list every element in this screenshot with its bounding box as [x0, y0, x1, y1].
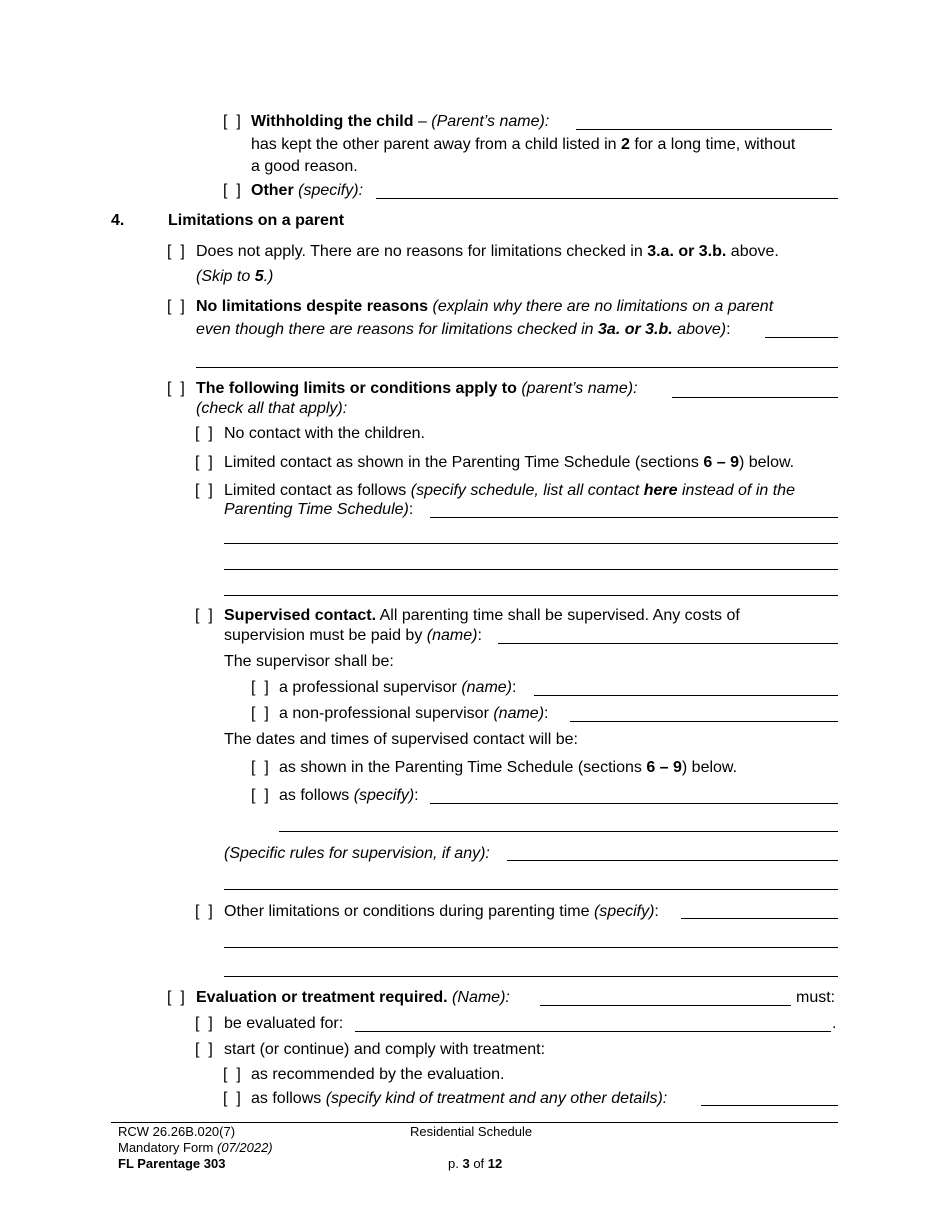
supervised-text2-a: supervision must be paid by [224, 627, 427, 644]
limited-schedule-label [224, 453, 794, 472]
other-limits-checkbox[interactable]: [ ] [195, 903, 213, 920]
following-limits-checkbox[interactable]: [ ] [167, 380, 185, 397]
evaluation-name-label: (Name): [447, 989, 510, 1006]
check-all-that-apply: (check all that apply): [196, 400, 348, 417]
footer-page-of: of [469, 1156, 488, 1171]
skip-text-b: .) [263, 268, 274, 285]
no-limits-line1 [196, 297, 773, 316]
no-limits-colon: : [726, 321, 731, 338]
treatment-as-follows-text: as follows [251, 1090, 326, 1107]
limited-follows-checkbox[interactable]: [ ] [195, 482, 213, 499]
footer-form-id: FL Parentage 303 [118, 1156, 226, 1171]
supervised-text1: All parenting time shall be supervised. Any costs of [376, 607, 740, 624]
treatment-label: start (or continue) and comply with treatment: [224, 1041, 546, 1058]
limited-follows-line2 [224, 500, 413, 519]
professional-colon: : [512, 679, 517, 696]
professional-label [279, 678, 516, 697]
nonprofessional-name-field[interactable] [570, 721, 838, 722]
supervision-rules-field-1[interactable] [507, 860, 838, 861]
limited-follows-text-b: (specify schedule, list all contact [406, 482, 644, 499]
recommended-checkbox[interactable]: [ ] [223, 1066, 241, 1083]
section-4-number: 4. [111, 212, 125, 229]
supervision-rules-field-2[interactable] [224, 889, 838, 890]
as-schedule-text-a: as shown in the Parenting Time Schedule (sections [279, 759, 647, 776]
withholding-text-b: for a long time, without [629, 136, 796, 153]
withholding-name-field[interactable] [576, 129, 832, 130]
withholding-checkbox[interactable]: [ ] [223, 113, 241, 130]
limited-schedule-ref: 6 – 9 [703, 454, 739, 471]
supervised-checkbox[interactable]: [ ] [195, 607, 213, 624]
recommended-label: as recommended by the evaluation. [251, 1066, 505, 1083]
limited-schedule-text-a: Limited contact as shown in the Parenting Time Schedule (sections [224, 454, 704, 471]
limited-follows-field-4[interactable] [224, 595, 838, 596]
treatment-as-follows-specify: (specify kind of treatment and any other details): [325, 1090, 668, 1107]
other-limits-field-2[interactable] [224, 947, 838, 948]
limited-follows-field-2[interactable] [224, 543, 838, 544]
withholding-title-line [251, 112, 549, 131]
no-limits-checkbox[interactable]: [ ] [167, 298, 185, 315]
supervised-title: Supervised contact. [224, 607, 377, 624]
supervisor-label: The supervisor shall be: [224, 653, 394, 670]
other-checkbox[interactable]: [ ] [223, 182, 241, 199]
withholding-ref: 2 [620, 136, 630, 153]
supervision-rules-label: (Specific rules for supervision, if any): [224, 845, 490, 862]
supervision-payer-field[interactable] [498, 643, 838, 644]
dates-label: The dates and times of supervised contact will be: [224, 731, 578, 748]
limited-follows-text-c: instead of in the [677, 482, 795, 499]
evaluated-for-checkbox[interactable]: [ ] [195, 1015, 213, 1032]
no-limits-title: No limitations despite reasons [196, 298, 429, 315]
withholding-dash: – [413, 113, 432, 130]
supervised-name-label: (name) [426, 627, 478, 644]
evaluation-must: must: [796, 989, 836, 1006]
evaluation-checkbox[interactable]: [ ] [167, 989, 185, 1006]
no-limits-text2-b: above) [672, 321, 727, 338]
following-limits-name-label: (parent’s name): [516, 380, 638, 397]
footer-rcw: RCW 26.26B.020(7) [118, 1124, 236, 1139]
treatment-as-follows-field[interactable] [701, 1105, 838, 1106]
withholding-text-line1 [251, 135, 795, 154]
no-limits-text2-a: even though there are reasons for limitations checked in [196, 321, 599, 338]
professional-checkbox[interactable]: [ ] [251, 679, 269, 696]
limited-follows-here: here [643, 482, 678, 499]
limited-follows-text2: Parenting Time Schedule) [224, 501, 409, 518]
treatment-checkbox[interactable]: [ ] [195, 1041, 213, 1058]
limited-follows-field-3[interactable] [224, 569, 838, 570]
no-contact-label: No contact with the children. [224, 425, 425, 442]
evaluation-line1 [196, 988, 510, 1007]
footer-page-p: p. [448, 1156, 463, 1171]
supervised-as-follows-colon: : [414, 787, 419, 804]
other-title: Other [251, 182, 294, 199]
supervised-as-follows-specify: (specify) [353, 787, 415, 804]
following-limits-line1 [196, 379, 638, 398]
evaluated-for-period: . [832, 1015, 837, 1032]
no-limits-field-1[interactable] [765, 337, 838, 338]
other-label: (specify): [293, 182, 364, 199]
professional-text: a professional supervisor [279, 679, 462, 696]
not-apply-ref: 3.a. or 3.b. [647, 243, 727, 260]
footer-mandatory-text: Mandatory Form [118, 1140, 217, 1155]
not-apply-text-b: above. [726, 243, 779, 260]
footer-divider [111, 1122, 838, 1123]
no-limits-text1: (explain why there are no limitations on a parent [428, 298, 774, 315]
no-contact-checkbox[interactable]: [ ] [195, 425, 213, 442]
evaluation-title: Evaluation or treatment required. [196, 989, 448, 1006]
other-limits-field-1[interactable] [681, 918, 838, 919]
footer-title: Residential Schedule [410, 1124, 533, 1139]
footer-mandatory-date: (07/2022) [216, 1140, 273, 1155]
supervised-as-follows-field-1[interactable] [430, 803, 838, 804]
supervised-as-follows-checkbox[interactable]: [ ] [251, 787, 269, 804]
not-apply-text-a: Does not apply. There are no reasons for limitations checked in [196, 243, 648, 260]
supervised-as-follows-text: as follows [279, 787, 354, 804]
footer-page-current: 3 [462, 1156, 470, 1171]
as-schedule-ref: 6 – 9 [646, 759, 682, 776]
no-limits-ref: 3a. or 3.b. [598, 321, 673, 338]
nonprofessional-text: a non-professional supervisor [279, 705, 494, 722]
section-4-title: Limitations on a parent [168, 212, 345, 229]
other-limits-label [224, 902, 659, 921]
nonprofessional-checkbox[interactable]: [ ] [251, 705, 269, 722]
limited-follows-field-1[interactable] [430, 517, 838, 518]
other-line [251, 181, 363, 200]
as-schedule-text-b: ) below. [681, 759, 738, 776]
professional-name-field[interactable] [534, 695, 838, 696]
other-limits-text: Other limitations or conditions during parenting time [224, 903, 594, 920]
other-limits-specify: (specify) [593, 903, 655, 920]
skip-text-a: (Skip to [196, 268, 255, 285]
as-schedule-checkbox[interactable]: [ ] [251, 759, 269, 776]
supervised-line2 [224, 626, 482, 645]
limited-schedule-text-b: ) below. [738, 454, 795, 471]
nonprofessional-name-label: (name) [493, 705, 545, 722]
not-apply-checkbox[interactable]: [ ] [167, 243, 185, 260]
no-limits-field-2[interactable] [196, 367, 838, 368]
professional-name-label: (name) [461, 679, 512, 696]
evaluation-name-field[interactable] [540, 1005, 791, 1006]
skip-ref: 5 [254, 268, 264, 285]
footer-page-number [448, 1156, 502, 1172]
limited-follows-text-a: Limited contact as follows [224, 482, 407, 499]
evaluated-for-field[interactable] [355, 1031, 831, 1032]
withholding-text-a: has kept the other parent away from a child listed in [251, 136, 621, 153]
withholding-text-line2: a good reason. [251, 158, 358, 175]
nonprofessional-label [279, 704, 548, 723]
other-limits-field-3[interactable] [224, 976, 838, 977]
supervised-colon: : [477, 627, 482, 644]
not-apply-line1 [196, 242, 779, 261]
limited-schedule-checkbox[interactable]: [ ] [195, 454, 213, 471]
treatment-as-follows-checkbox[interactable]: [ ] [223, 1090, 241, 1107]
supervised-as-follows-label [279, 786, 419, 805]
other-limits-colon: : [654, 903, 659, 920]
following-limits-title: The following limits or conditions apply to [196, 380, 517, 397]
following-limits-name-field[interactable] [672, 397, 838, 398]
withholding-title: Withholding the child [251, 113, 414, 130]
supervised-as-follows-field-2[interactable] [279, 831, 838, 832]
other-field[interactable] [376, 198, 838, 199]
limited-follows-colon: : [408, 501, 414, 518]
nonprofessional-colon: : [544, 705, 549, 722]
not-apply-skip [196, 267, 273, 286]
withholding-name-label: (Parent’s name): [431, 113, 550, 130]
footer-page-total: 12 [487, 1156, 503, 1171]
no-limits-line2 [196, 320, 731, 339]
as-schedule-label [279, 758, 737, 777]
footer-mandatory [118, 1140, 273, 1156]
supervised-line1 [224, 606, 740, 625]
treatment-as-follows-label [251, 1089, 667, 1108]
limited-follows-line1 [224, 481, 795, 500]
evaluated-for-label: be evaluated for: [224, 1015, 344, 1032]
